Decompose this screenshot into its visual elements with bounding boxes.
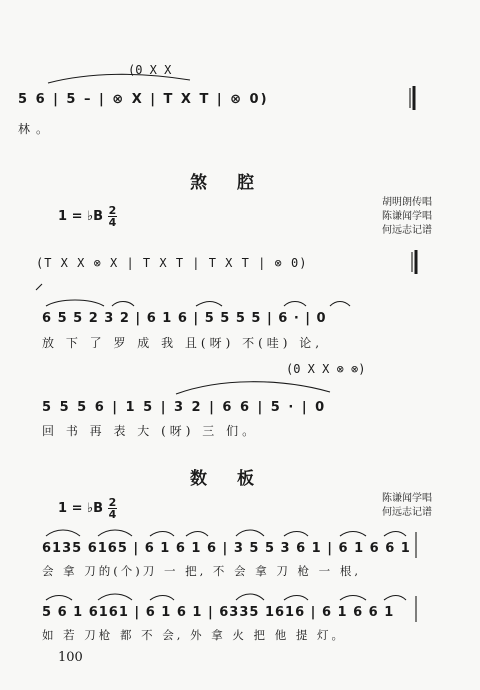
- slur-prev: [48, 74, 190, 83]
- sha-qiang-line2-lyrics: 回 书 再 表 大 (呀) 三 们。: [42, 424, 259, 438]
- sha-qiang-line1-lyrics: 放 下 了 罗 成 我 且(呀) 不(哇) 论,: [42, 336, 324, 350]
- shu-ban-line1-notes: 6135 6165 | 6 1 6 1 6 | 3 5 5 3 6 1 | 6 1 6 6 1: [42, 541, 411, 556]
- credits-sha-qiang: 胡明朗传唱 陈谦闻学唱 何远志记谱: [382, 197, 432, 236]
- sha-qiang-line2-top: (0 X X ⊗ ⊗): [286, 362, 366, 376]
- time-signature: $\frac{2}{4}$: [108, 204, 117, 229]
- sha-qiang-line1-notes: 6 5 5 2 3 2 | 6 1 6 | 5 5 5 5 | 6 · | 0: [42, 311, 327, 326]
- shu-ban-line2-lyrics: 如 若 刀枪 都 不 会, 外 拿 火 把 他 提 灯。: [42, 628, 347, 642]
- page-number: 100: [58, 650, 83, 665]
- credits-shu-ban: 陈谦闻学唱 何远志记谱: [382, 493, 432, 518]
- time-signature-2: $\frac{2}{4}$: [108, 496, 117, 521]
- key-signature: 1 = ♭B $\frac{2}{4}$: [58, 204, 117, 229]
- prev-notes-top: (0 X X: [128, 63, 172, 77]
- key-signature-2: 1 = ♭B $\frac{2}{4}$: [58, 496, 117, 521]
- sha-qiang-line2-notes: 5 5 5 6 | 1 5 | 3 2 | 6 6 | 5 · | 0: [42, 400, 327, 415]
- prev-notes: 5 6 | 5 – | ⊗ X | T X T | ⊗ 0): [18, 92, 269, 107]
- intro-percussion: (T X X ⊗ X | T X T | T X T | ⊗ 0): [36, 256, 308, 270]
- shu-ban-line2-notes: 5 6 1 6161 | 6 1 6 1 | 6335 1616 | 6 1 6 6 1: [42, 605, 395, 620]
- section-title-shu-ban: 数板: [190, 469, 284, 489]
- shu-ban-line1-lyrics: 会 拿 刀的(个)刀 一 把, 不 会 拿 刀 枪 一 根,: [42, 564, 361, 578]
- section-title-sha-qiang: 煞腔: [190, 173, 284, 193]
- prev-lyrics: 林。: [18, 122, 55, 136]
